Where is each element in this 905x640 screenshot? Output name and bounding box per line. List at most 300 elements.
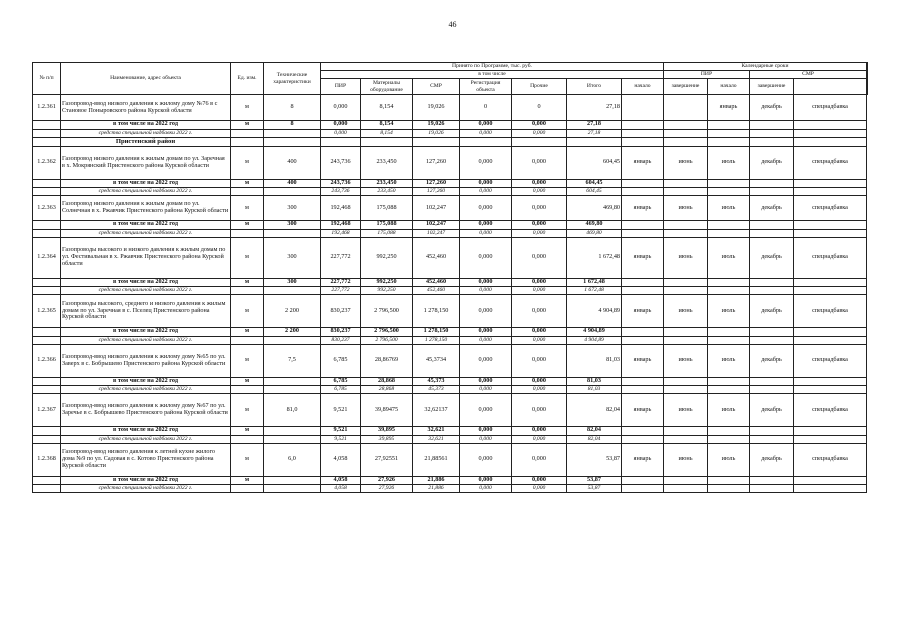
table-row <box>33 237 868 278</box>
subtotal-label: средства специальной надбавки 2022 г. <box>61 229 231 237</box>
special-funds-row <box>33 229 868 237</box>
empty-cell <box>622 435 664 443</box>
unit-cell <box>231 129 264 137</box>
other-cell: 0,000 <box>512 121 567 130</box>
empty-cell <box>622 386 664 394</box>
pir-end-cell: июнь <box>664 443 708 476</box>
empty-cell <box>664 137 708 146</box>
empty-cell <box>622 377 664 386</box>
empty-cell <box>708 188 750 196</box>
empty-cell <box>622 336 664 344</box>
subtotal-label: в том числе на 2022 год <box>61 427 231 436</box>
tech-cell: 8 <box>264 95 321 121</box>
registration-cell: 0,000 <box>460 287 512 295</box>
other-cell: 0,000 <box>512 394 567 427</box>
smr-cell: 45,3734 <box>413 344 460 377</box>
pir-cell: 6,785 <box>321 386 361 394</box>
row-number: 1.2.366 <box>33 344 61 377</box>
header-num: № п/п <box>33 63 61 95</box>
registration-cell: 0,000 <box>460 121 512 130</box>
empty-cell <box>622 287 664 295</box>
empty-cell <box>622 427 664 436</box>
header-registration: Регистрация объекта <box>460 79 512 95</box>
empty-num-cell <box>33 386 61 394</box>
special-funds-row <box>33 435 868 443</box>
smr-cell: 21,886 <box>413 485 460 493</box>
empty-cell <box>264 137 321 146</box>
header-tech: Технические характеристики <box>264 63 321 95</box>
empty-cell <box>794 427 867 436</box>
pir-start-cell: январь <box>622 237 664 278</box>
header-total: Итого <box>567 79 622 95</box>
pir-start-cell: январь <box>622 146 664 179</box>
empty-cell <box>664 278 708 287</box>
materials-cell: 27,92551 <box>361 443 413 476</box>
smr-cell: 452,460 <box>413 287 460 295</box>
unit-cell: м <box>231 377 264 386</box>
year-subtotal-row <box>33 278 868 287</box>
other-cell: 0,000 <box>512 229 567 237</box>
unit-cell: м <box>231 427 264 436</box>
pir-cell: 830,237 <box>321 328 361 337</box>
pir-cell: 227,772 <box>321 237 361 278</box>
empty-cell <box>750 336 794 344</box>
table-row <box>33 394 868 427</box>
other-cell: 0,000 <box>512 435 567 443</box>
empty-num-cell <box>33 179 61 188</box>
header-pir: ПИР <box>321 79 361 95</box>
empty-cell <box>664 336 708 344</box>
unit-cell: м <box>231 146 264 179</box>
header-including: в том числе <box>321 71 664 79</box>
smr-end-cell: декабрь <box>750 344 794 377</box>
header-cal-smr: СМР <box>750 71 867 79</box>
pir-start-cell: январь <box>622 344 664 377</box>
empty-cell <box>794 137 867 146</box>
tech-cell: 300 <box>264 221 321 230</box>
special-funds-row <box>33 386 868 394</box>
empty-cell <box>750 386 794 394</box>
unit-cell: м <box>231 196 264 221</box>
subtotal-label: в том числе на 2022 год <box>61 328 231 337</box>
row-number: 1.2.363 <box>33 196 61 221</box>
pir-end-cell: июнь <box>664 394 708 427</box>
header-calendar: Календарные сроки <box>664 63 867 71</box>
header-materials: Материалы оборудование <box>361 79 413 95</box>
region-row <box>33 137 868 146</box>
tech-cell: 300 <box>264 196 321 221</box>
unit-cell: м <box>231 221 264 230</box>
smr-cell: 127,260 <box>413 179 460 188</box>
year-subtotal-row <box>33 121 868 130</box>
smr-start-cell: июль <box>708 237 750 278</box>
subtotal-label: средства специальной надбавки 2022 г. <box>61 336 231 344</box>
smr-cell: 32,621 <box>413 435 460 443</box>
registration-cell: 0,000 <box>460 336 512 344</box>
materials-cell: 233,450 <box>361 188 413 196</box>
row-number: 1.2.364 <box>33 237 61 278</box>
empty-cell <box>794 188 867 196</box>
materials-cell: 28,868 <box>361 386 413 394</box>
pir-start-cell: январь <box>622 394 664 427</box>
materials-cell: 2 796,500 <box>361 295 413 328</box>
empty-cell <box>750 221 794 230</box>
tech-cell: 2 200 <box>264 328 321 337</box>
pir-end-cell: июнь <box>664 196 708 221</box>
total-cell: 82,04 <box>567 427 622 436</box>
tech-cell <box>264 427 321 436</box>
object-name: Газопровод-ввод низкого давления к жилому дому №67 по ул. Заречье в с. Бобрышево Пристенского района Курской области <box>61 394 231 427</box>
materials-cell: 39,895 <box>361 435 413 443</box>
other-cell: 0,000 <box>512 196 567 221</box>
unit-cell: м <box>231 394 264 427</box>
pir-cell: 227,772 <box>321 278 361 287</box>
total-cell: 4 904,89 <box>567 295 622 328</box>
empty-cell <box>708 121 750 130</box>
total-cell: 1 672,48 <box>567 237 622 278</box>
registration-cell: 0 <box>460 95 512 121</box>
pir-cell: 0,000 <box>321 95 361 121</box>
smr-cell: 102,247 <box>413 221 460 230</box>
empty-num-cell <box>33 485 61 493</box>
empty-cell <box>708 427 750 436</box>
tech-cell: 300 <box>264 237 321 278</box>
unit-cell <box>231 336 264 344</box>
registration-cell: 0,000 <box>460 485 512 493</box>
materials-cell: 27,926 <box>361 485 413 493</box>
unit-cell: м <box>231 237 264 278</box>
empty-cell <box>794 221 867 230</box>
unit-cell <box>231 485 264 493</box>
other-cell: 0,000 <box>512 188 567 196</box>
empty-cell <box>708 386 750 394</box>
smr-cell: 102,247 <box>413 229 460 237</box>
empty-cell <box>794 435 867 443</box>
materials-cell: 992,250 <box>361 237 413 278</box>
unit-cell <box>231 229 264 237</box>
registration-cell: 0,000 <box>460 427 512 436</box>
source-cell: спецнадбавка <box>794 344 867 377</box>
empty-cell <box>622 188 664 196</box>
smr-end-cell: декабрь <box>750 443 794 476</box>
empty-cell <box>622 229 664 237</box>
empty-cell <box>794 229 867 237</box>
smr-cell: 32,62137 <box>413 394 460 427</box>
pir-cell: 192,468 <box>321 196 361 221</box>
unit-cell <box>231 188 264 196</box>
subtotal-label: в том числе на 2022 год <box>61 377 231 386</box>
registration-cell: 0,000 <box>460 344 512 377</box>
empty-cell <box>708 485 750 493</box>
pir-cell: 0,000 <box>321 129 361 137</box>
tech-cell <box>264 386 321 394</box>
pir-cell: 243,736 <box>321 146 361 179</box>
registration-cell: 0,000 <box>460 476 512 485</box>
empty-cell <box>664 377 708 386</box>
tech-cell <box>264 129 321 137</box>
subtotal-label: средства специальной надбавки 2022 г. <box>61 287 231 295</box>
empty-cell <box>750 485 794 493</box>
materials-cell: 28,86769 <box>361 344 413 377</box>
total-cell: 82,04 <box>567 435 622 443</box>
pir-start-cell: январь <box>622 196 664 221</box>
object-name: Газопроводы высокого, среднего и низкого давления к жилым домам по ул. Заречная в с. Пселец Пристенского района Курской области <box>61 295 231 328</box>
empty-cell <box>750 121 794 130</box>
subtotal-label: средства специальной надбавки 2022 г. <box>61 129 231 137</box>
registration-cell: 0,000 <box>460 278 512 287</box>
source-cell: спецнадбавка <box>794 237 867 278</box>
empty-cell <box>664 485 708 493</box>
registration-cell: 0,000 <box>460 295 512 328</box>
object-name: Газопровод-ввод низкого давления к жилому дому №76 в с Становое Поныровского района Курской области <box>61 95 231 121</box>
unit-cell: м <box>231 179 264 188</box>
table-row <box>33 196 868 221</box>
subtotal-label: средства специальной надбавки 2022 г. <box>61 485 231 493</box>
tech-cell <box>264 229 321 237</box>
header-start-smr: начало <box>708 79 750 95</box>
header-other: Прочие <box>512 79 567 95</box>
materials-cell: 992,250 <box>361 287 413 295</box>
total-cell: 53,87 <box>567 485 622 493</box>
empty-cell <box>664 435 708 443</box>
empty-cell <box>750 137 794 146</box>
pir-cell: 830,237 <box>321 295 361 328</box>
empty-num-cell <box>33 435 61 443</box>
empty-cell <box>750 129 794 137</box>
pir-end-cell <box>664 95 708 121</box>
tech-cell: 2 200 <box>264 295 321 328</box>
empty-cell <box>750 427 794 436</box>
empty-cell <box>708 287 750 295</box>
other-cell: 0,000 <box>512 328 567 337</box>
total-cell: 81,03 <box>567 386 622 394</box>
empty-num-cell <box>33 377 61 386</box>
pir-end-cell: июнь <box>664 146 708 179</box>
program-table <box>32 62 868 493</box>
empty-cell <box>622 476 664 485</box>
pir-start-cell: январь <box>622 443 664 476</box>
total-cell: 81,03 <box>567 344 622 377</box>
total-cell: 27,18 <box>567 95 622 121</box>
empty-num-cell <box>33 137 61 146</box>
empty-cell <box>413 137 460 146</box>
smr-start-cell: июль <box>708 295 750 328</box>
row-number: 1.2.368 <box>33 443 61 476</box>
empty-cell <box>664 188 708 196</box>
unit-cell: м <box>231 443 264 476</box>
header-end-pir: завершение <box>664 79 708 95</box>
empty-cell <box>622 121 664 130</box>
source-cell: спецнадбавка <box>794 196 867 221</box>
header-name: Наименование, адрес объекта <box>61 63 231 95</box>
empty-cell <box>794 476 867 485</box>
unit-cell: м <box>231 476 264 485</box>
header-accepted: Принято по Программе, тыс. руб. <box>321 63 664 71</box>
pir-cell: 9,521 <box>321 435 361 443</box>
other-cell: 0,000 <box>512 443 567 476</box>
pir-cell: 6,785 <box>321 344 361 377</box>
other-cell: 0,000 <box>512 221 567 230</box>
smr-cell: 1 278,150 <box>413 336 460 344</box>
smr-start-cell: июль <box>708 146 750 179</box>
smr-start-cell: январь <box>708 95 750 121</box>
empty-cell <box>794 328 867 337</box>
tech-cell <box>264 287 321 295</box>
total-cell: 81,03 <box>567 377 622 386</box>
empty-cell <box>750 179 794 188</box>
row-number: 1.2.361 <box>33 95 61 121</box>
total-cell: 4 904,89 <box>567 336 622 344</box>
total-cell: 27,18 <box>567 129 622 137</box>
tech-cell <box>264 485 321 493</box>
subtotal-label: средства специальной надбавки 2022 г. <box>61 435 231 443</box>
row-number: 1.2.365 <box>33 295 61 328</box>
year-subtotal-row <box>33 377 868 386</box>
pir-end-cell: июнь <box>664 237 708 278</box>
empty-num-cell <box>33 129 61 137</box>
special-funds-row <box>33 287 868 295</box>
materials-cell: 233,450 <box>361 179 413 188</box>
total-cell: 82,04 <box>567 394 622 427</box>
smr-cell: 21,88561 <box>413 443 460 476</box>
special-funds-row <box>33 129 868 137</box>
empty-cell <box>708 179 750 188</box>
tech-cell: 8 <box>264 121 321 130</box>
empty-cell <box>750 287 794 295</box>
registration-cell: 0,000 <box>460 221 512 230</box>
registration-cell: 0,000 <box>460 146 512 179</box>
empty-num-cell <box>33 121 61 130</box>
header-source <box>867 63 868 95</box>
special-funds-row <box>33 485 868 493</box>
empty-cell <box>622 328 664 337</box>
registration-cell: 0,000 <box>460 394 512 427</box>
registration-cell: 0,000 <box>460 386 512 394</box>
other-cell: 0,000 <box>512 146 567 179</box>
unit-cell <box>231 386 264 394</box>
table-row <box>33 344 868 377</box>
empty-cell <box>361 137 413 146</box>
other-cell: 0,000 <box>512 129 567 137</box>
empty-cell <box>794 485 867 493</box>
empty-cell <box>794 336 867 344</box>
other-cell: 0,000 <box>512 336 567 344</box>
smr-end-cell: декабрь <box>750 394 794 427</box>
empty-cell <box>622 129 664 137</box>
smr-cell: 127,260 <box>413 188 460 196</box>
source-cell: спецнадбавка <box>794 95 867 121</box>
subtotal-label: в том числе на 2022 год <box>61 179 231 188</box>
total-cell: 604,45 <box>567 146 622 179</box>
empty-cell <box>794 377 867 386</box>
unit-cell: м <box>231 121 264 130</box>
pir-cell: 192,468 <box>321 229 361 237</box>
registration-cell: 0,000 <box>460 435 512 443</box>
source-cell: спецнадбавка <box>794 146 867 179</box>
object-name: Газопровод-ввод низкого давления к жилому дому №65 по ул. Заверх в с. Бобрышево Пристенского района Курской области <box>61 344 231 377</box>
materials-cell: 175,088 <box>361 221 413 230</box>
smr-cell: 32,621 <box>413 427 460 436</box>
empty-cell <box>664 221 708 230</box>
subtotal-label: в том числе на 2022 год <box>61 221 231 230</box>
empty-cell <box>664 179 708 188</box>
materials-cell: 175,088 <box>361 196 413 221</box>
empty-cell <box>622 179 664 188</box>
pir-cell: 243,736 <box>321 179 361 188</box>
empty-cell <box>567 137 622 146</box>
pir-cell: 9,521 <box>321 394 361 427</box>
other-cell: 0,000 <box>512 427 567 436</box>
pir-end-cell: июнь <box>664 295 708 328</box>
total-cell: 53,87 <box>567 476 622 485</box>
tech-cell: 300 <box>264 278 321 287</box>
object-name: Газопровод низкого давления к жилым домам по ул. Заречная в х. Мокрянский Пристенского района Курской области <box>61 146 231 179</box>
total-cell: 469,80 <box>567 229 622 237</box>
header-start-pir: начало <box>622 79 664 95</box>
empty-cell <box>794 129 867 137</box>
empty-cell <box>794 121 867 130</box>
empty-cell <box>794 179 867 188</box>
tech-cell <box>264 188 321 196</box>
total-cell: 27,18 <box>567 121 622 130</box>
materials-cell: 175,088 <box>361 229 413 237</box>
source-cell: спецнадбавка <box>794 394 867 427</box>
empty-cell <box>750 328 794 337</box>
materials-cell: 27,926 <box>361 476 413 485</box>
subtotal-label: в том числе на 2022 год <box>61 278 231 287</box>
empty-num-cell <box>33 476 61 485</box>
smr-cell: 21,886 <box>413 476 460 485</box>
empty-num-cell <box>33 427 61 436</box>
registration-cell: 0,000 <box>460 188 512 196</box>
empty-cell <box>708 328 750 337</box>
other-cell: 0,000 <box>512 344 567 377</box>
header-smr: СМР <box>413 79 460 95</box>
table-row <box>33 146 868 179</box>
region-label: Пристенский район <box>61 137 231 146</box>
subtotal-label: в том числе на 2022 год <box>61 476 231 485</box>
tech-cell: 6,0 <box>264 443 321 476</box>
empty-cell <box>750 435 794 443</box>
empty-num-cell <box>33 221 61 230</box>
smr-cell: 1 278,150 <box>413 328 460 337</box>
pir-cell: 4,058 <box>321 443 361 476</box>
registration-cell: 0,000 <box>460 443 512 476</box>
row-number: 1.2.362 <box>33 146 61 179</box>
smr-cell: 19,026 <box>413 129 460 137</box>
year-subtotal-row <box>33 179 868 188</box>
registration-cell: 0,000 <box>460 196 512 221</box>
pir-cell: 227,772 <box>321 287 361 295</box>
empty-num-cell <box>33 287 61 295</box>
empty-cell <box>664 476 708 485</box>
total-cell: 469,80 <box>567 221 622 230</box>
smr-cell: 45,373 <box>413 377 460 386</box>
pir-cell: 6,785 <box>321 377 361 386</box>
empty-cell <box>664 121 708 130</box>
special-funds-row <box>33 336 868 344</box>
empty-cell <box>664 386 708 394</box>
registration-cell: 0,000 <box>460 237 512 278</box>
registration-cell: 0,000 <box>460 129 512 137</box>
empty-cell <box>460 137 512 146</box>
registration-cell: 0,000 <box>460 229 512 237</box>
tech-cell: 400 <box>264 146 321 179</box>
total-cell: 604,45 <box>567 188 622 196</box>
other-cell: 0,000 <box>512 237 567 278</box>
year-subtotal-row <box>33 221 868 230</box>
unit-cell: м <box>231 95 264 121</box>
